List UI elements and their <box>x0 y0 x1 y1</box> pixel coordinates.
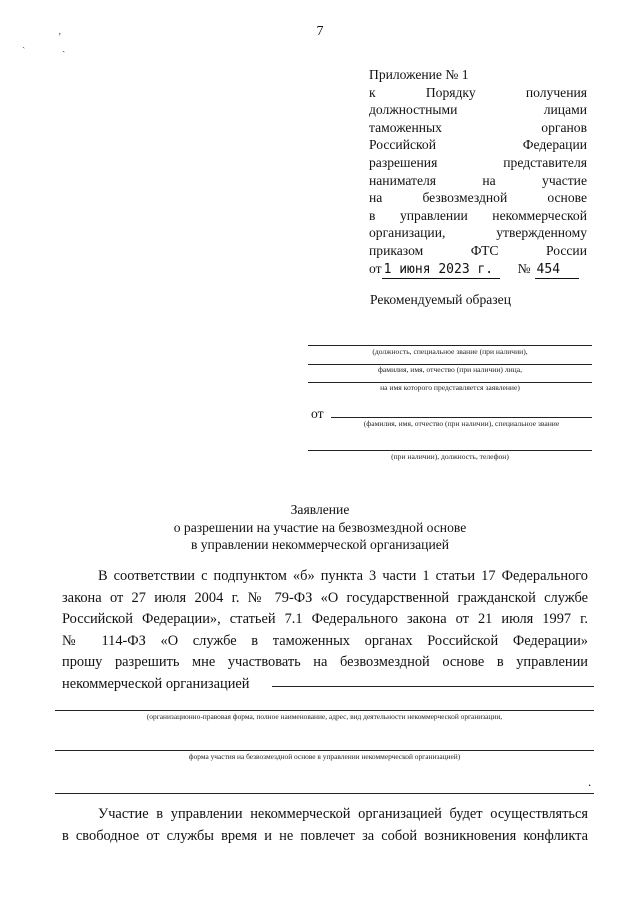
order-date-prefix: от <box>369 260 382 276</box>
scan-mark: ʼ <box>58 32 62 43</box>
body-line: в свободное от службы время и не повлечет за собой возникновения конфликта <box>62 827 588 844</box>
caption-from-name: (фамилия, имя, отчество (при наличии), специальное звание <box>363 419 560 428</box>
order-line <box>369 260 587 280</box>
order-number: 454 <box>535 261 579 280</box>
caption-position: (должность, специальное звание (при наличии), <box>372 347 528 356</box>
organization-line <box>272 686 594 687</box>
addressee-line <box>308 345 592 346</box>
applicant-line <box>308 450 592 451</box>
appendix-line: нанимателя на участие <box>369 172 587 188</box>
body-line: некоммерческой организацией <box>62 675 250 692</box>
body-line: закона от 27 июля 2004 г. № 79-ФЗ «О государственной гражданской службе <box>62 589 588 606</box>
scan-mark: ˎ <box>22 38 26 49</box>
caption-name: фамилия, имя, отчество (при наличии) лица, <box>377 365 523 374</box>
caption-organization: (организационно-правовая форма, полное наименование, адрес, вид деятельности некоммерческой организации, <box>146 712 503 721</box>
body-line: № 114-ФЗ «О службе в таможенных органах Российской Федерации» <box>62 632 588 649</box>
body-line: Российской Федерации», статьей 7.1 Федерального закона от 21 июля 1997 г. <box>62 611 588 628</box>
organization-details-line <box>55 710 594 711</box>
body-paragraph <box>62 566 588 696</box>
body-paragraph <box>62 804 588 847</box>
appendix-line: Российской Федерации <box>369 137 587 153</box>
appendix-block <box>369 66 587 279</box>
order-date: 1 июня 2023 г. <box>382 261 500 280</box>
recommended-sample-label: Рекомендуемый образец <box>370 292 511 307</box>
body-line: Участие в управлении некоммерческой организацией будет осуществляться <box>98 806 588 822</box>
appendix-line: таможенных органов <box>369 119 587 135</box>
participation-form-line <box>55 793 594 794</box>
appendix-line: организации, утвержденному <box>369 225 587 241</box>
body-line: В соответствии с подпунктом «б» пункта 3 части 1 статьи 17 Федерального <box>98 568 588 584</box>
appendix-line: разрешения представителя <box>369 154 587 170</box>
appendix-line: должностными лицами <box>369 102 587 118</box>
scan-mark: ˎ <box>62 42 66 53</box>
appendix-line: приказом ФТС России <box>369 242 587 258</box>
appendix-line: в управлении некоммерческой <box>369 207 587 223</box>
caption-from-position: (при наличии), должность, телефон) <box>391 452 509 461</box>
from-label: от <box>311 406 324 421</box>
appendix-line: к Порядку получения <box>369 84 587 100</box>
statement-title <box>0 501 640 554</box>
title-line: о разрешении на участие на безвозмездной основе <box>173 519 467 535</box>
page-number: 7 <box>316 24 324 39</box>
title-line: Заявление <box>290 502 350 517</box>
caption-to-whom: на имя которого представляется заявление) <box>380 383 520 392</box>
trailing-dot: . <box>588 774 592 789</box>
appendix-line: на безвозмездной основе <box>369 190 587 206</box>
applicant-line <box>331 417 592 418</box>
participation-form-line <box>55 750 594 751</box>
body-line: прошу разрешить мне участвовать на безвозмездной основе в управлении <box>62 654 588 671</box>
caption-participation-form: форма участия на безвозмездной основе в управлении некоммерческой организацией) <box>188 752 461 761</box>
order-number-prefix: № <box>517 260 531 276</box>
appendix-line: Приложение № 1 <box>369 67 469 82</box>
title-line: в управлении некоммерческой организацией <box>190 537 450 553</box>
